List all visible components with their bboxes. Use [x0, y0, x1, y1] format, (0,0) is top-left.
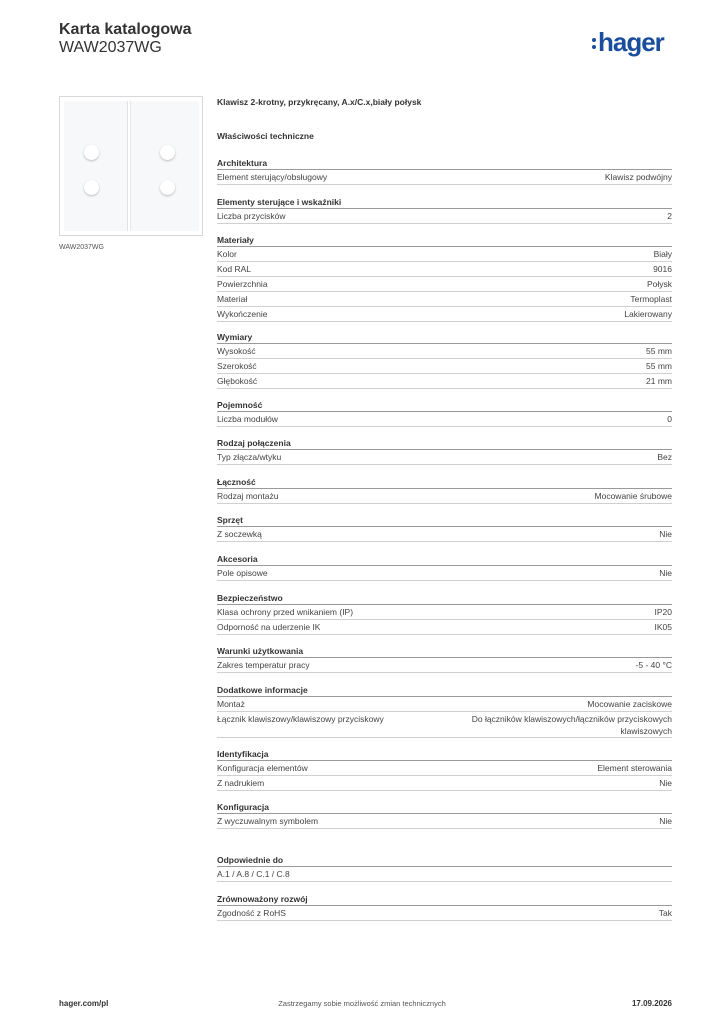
- property-label: Głębokość: [217, 376, 258, 386]
- property-row: [217, 814, 672, 829]
- property-value: Biały: [653, 249, 672, 259]
- group-title: Architektura: [217, 156, 672, 170]
- property-row: [217, 344, 672, 359]
- property-value: Nie: [659, 778, 672, 788]
- document-product-code: WAW2037WG: [59, 39, 162, 56]
- property-value: Mocowanie śrubowe: [594, 491, 672, 501]
- property-row: [217, 620, 672, 635]
- group-title: Warunki użytkowania: [217, 644, 672, 658]
- group-title: Łączność: [217, 475, 672, 489]
- property-label: Liczba modułów: [217, 414, 278, 424]
- property-row: [217, 277, 672, 292]
- property-label: Zgodność z RoHS: [217, 908, 286, 918]
- property-row: [217, 867, 672, 882]
- property-group: [217, 853, 672, 882]
- group-title: Odpowiednie do: [217, 853, 672, 867]
- property-label: Powierzchnia: [217, 279, 268, 289]
- logo-dots-icon: [592, 38, 596, 49]
- property-label: Kolor: [217, 249, 237, 259]
- property-row: [217, 170, 672, 185]
- property-label: Odporność na uderzenie IK: [217, 622, 321, 632]
- property-row: [217, 566, 672, 581]
- property-group: [217, 233, 672, 322]
- property-label: Rodzaj montażu: [217, 491, 279, 501]
- property-value: Lakierowany: [624, 309, 672, 319]
- property-label: Klasa ochrony przed wnikaniem (IP): [217, 607, 354, 617]
- rocker-left: [64, 101, 128, 231]
- property-value: Mocowanie zaciskowe: [587, 699, 672, 709]
- property-row: [217, 906, 672, 921]
- property-value: Klawisz podwójny: [604, 172, 672, 182]
- group-title: Bezpieczeństwo: [217, 591, 672, 605]
- property-value: 55 mm: [646, 346, 672, 356]
- group-title: Dodatkowe informacje: [217, 683, 672, 697]
- knob-icon: [160, 180, 175, 195]
- knob-icon: [84, 180, 99, 195]
- property-label: Pole opisowe: [217, 568, 268, 578]
- property-row: [217, 450, 672, 465]
- property-row: [217, 292, 672, 307]
- property-group: [217, 683, 672, 738]
- property-row: [217, 247, 672, 262]
- property-value: Nie: [659, 816, 672, 826]
- group-title: Materiały: [217, 233, 672, 247]
- group-title: Zrównoważony rozwój: [217, 892, 672, 906]
- group-title: Sprzęt: [217, 513, 672, 527]
- property-value: -5 - 40 °C: [635, 660, 672, 670]
- property-label: Z wyczuwalnym symbolem: [217, 816, 319, 826]
- product-image: [59, 96, 203, 236]
- property-value: Bez: [657, 452, 672, 462]
- property-value: Element sterowania: [597, 763, 672, 773]
- property-row: [217, 776, 672, 791]
- property-group: [217, 475, 672, 504]
- property-label: Wykończenie: [217, 309, 268, 319]
- property-group: [217, 747, 672, 791]
- property-group: [217, 800, 672, 829]
- section-heading: Właściwości techniczne: [217, 131, 314, 141]
- property-value: 0: [667, 414, 672, 424]
- property-label: Liczba przycisków: [217, 211, 286, 221]
- property-group: [217, 436, 672, 465]
- property-label: Montaż: [217, 699, 245, 709]
- property-group: [217, 552, 672, 581]
- group-title: Pojemność: [217, 398, 672, 412]
- property-row: [217, 489, 672, 504]
- property-value: Do łączników klawiszowych/łączników przyciskowych klawiszowych: [471, 714, 672, 736]
- hager-logo: [592, 28, 664, 56]
- property-row: [217, 262, 672, 277]
- property-value: Połysk: [646, 279, 672, 289]
- property-label: Wysokość: [217, 346, 256, 356]
- property-value: 9016: [653, 264, 672, 274]
- group-title: Identyfikacja: [217, 747, 672, 761]
- property-row: [217, 605, 672, 620]
- group-title: Elementy sterujące i wskaźniki: [217, 195, 672, 209]
- image-caption: WAW2037WG: [59, 244, 104, 251]
- knob-icon: [84, 145, 99, 160]
- document-title: Karta katalogowa: [59, 21, 192, 38]
- property-row: [217, 761, 672, 776]
- group-title: Rodzaj połączenia: [217, 436, 672, 450]
- property-label: Szerokość: [217, 361, 257, 371]
- property-row: [217, 697, 672, 712]
- knob-icon: [160, 145, 175, 160]
- property-value: IK05: [654, 622, 672, 632]
- logo-text: hager: [598, 27, 664, 57]
- property-label: Typ złącza/wtyku: [217, 452, 282, 462]
- property-value: Tak: [658, 908, 672, 918]
- property-label: Z soczewką: [217, 529, 262, 539]
- footer-date: 17.09.2026: [631, 999, 672, 1008]
- property-value: Termoplast: [630, 294, 672, 304]
- property-label: Materiał: [217, 294, 248, 304]
- property-group: [217, 330, 672, 389]
- property-row: [217, 374, 672, 389]
- property-row: [217, 412, 672, 427]
- property-row: [217, 527, 672, 542]
- group-title: Wymiary: [217, 330, 672, 344]
- property-group: [217, 195, 672, 224]
- property-label: Łącznik klawiszowy/klawiszowy przyciskowy: [217, 714, 384, 724]
- group-title: Akcesoria: [217, 552, 672, 566]
- property-group: [217, 156, 672, 185]
- property-label: Konfiguracja elementów: [217, 763, 308, 773]
- property-value: IP20: [654, 607, 672, 617]
- property-group: [217, 398, 672, 427]
- property-group: [217, 892, 672, 921]
- property-row: [217, 307, 672, 322]
- property-row: [217, 209, 672, 224]
- rocker-right: [130, 101, 199, 231]
- property-row: [217, 359, 672, 374]
- property-label: Element sterujący/obsługowy: [217, 172, 328, 182]
- property-value: 55 mm: [646, 361, 672, 371]
- property-label: Z nadrukiem: [217, 778, 265, 788]
- group-title: Konfiguracja: [217, 800, 672, 814]
- property-value: 21 mm: [646, 376, 672, 386]
- property-group: [217, 513, 672, 542]
- footer-disclaimer: Zastrzegamy sobie możliwość zmian technicznych: [278, 999, 446, 1008]
- property-value: 2: [667, 211, 672, 221]
- property-label: Kod RAL: [217, 264, 252, 274]
- property-value: Nie: [659, 568, 672, 578]
- footer-website: hager.com/pl: [59, 999, 109, 1008]
- property-row: [217, 658, 672, 673]
- property-label: Zakres temperatur pracy: [217, 660, 310, 670]
- product-name: Klawisz 2-krotny, przykręcany, A.x/C.x,biały połysk: [217, 97, 422, 107]
- property-row: [217, 712, 672, 738]
- property-label: A.1 / A.8 / C.1 / C.8: [217, 869, 290, 879]
- property-group: [217, 591, 672, 635]
- property-group: [217, 644, 672, 673]
- property-value: Nie: [659, 529, 672, 539]
